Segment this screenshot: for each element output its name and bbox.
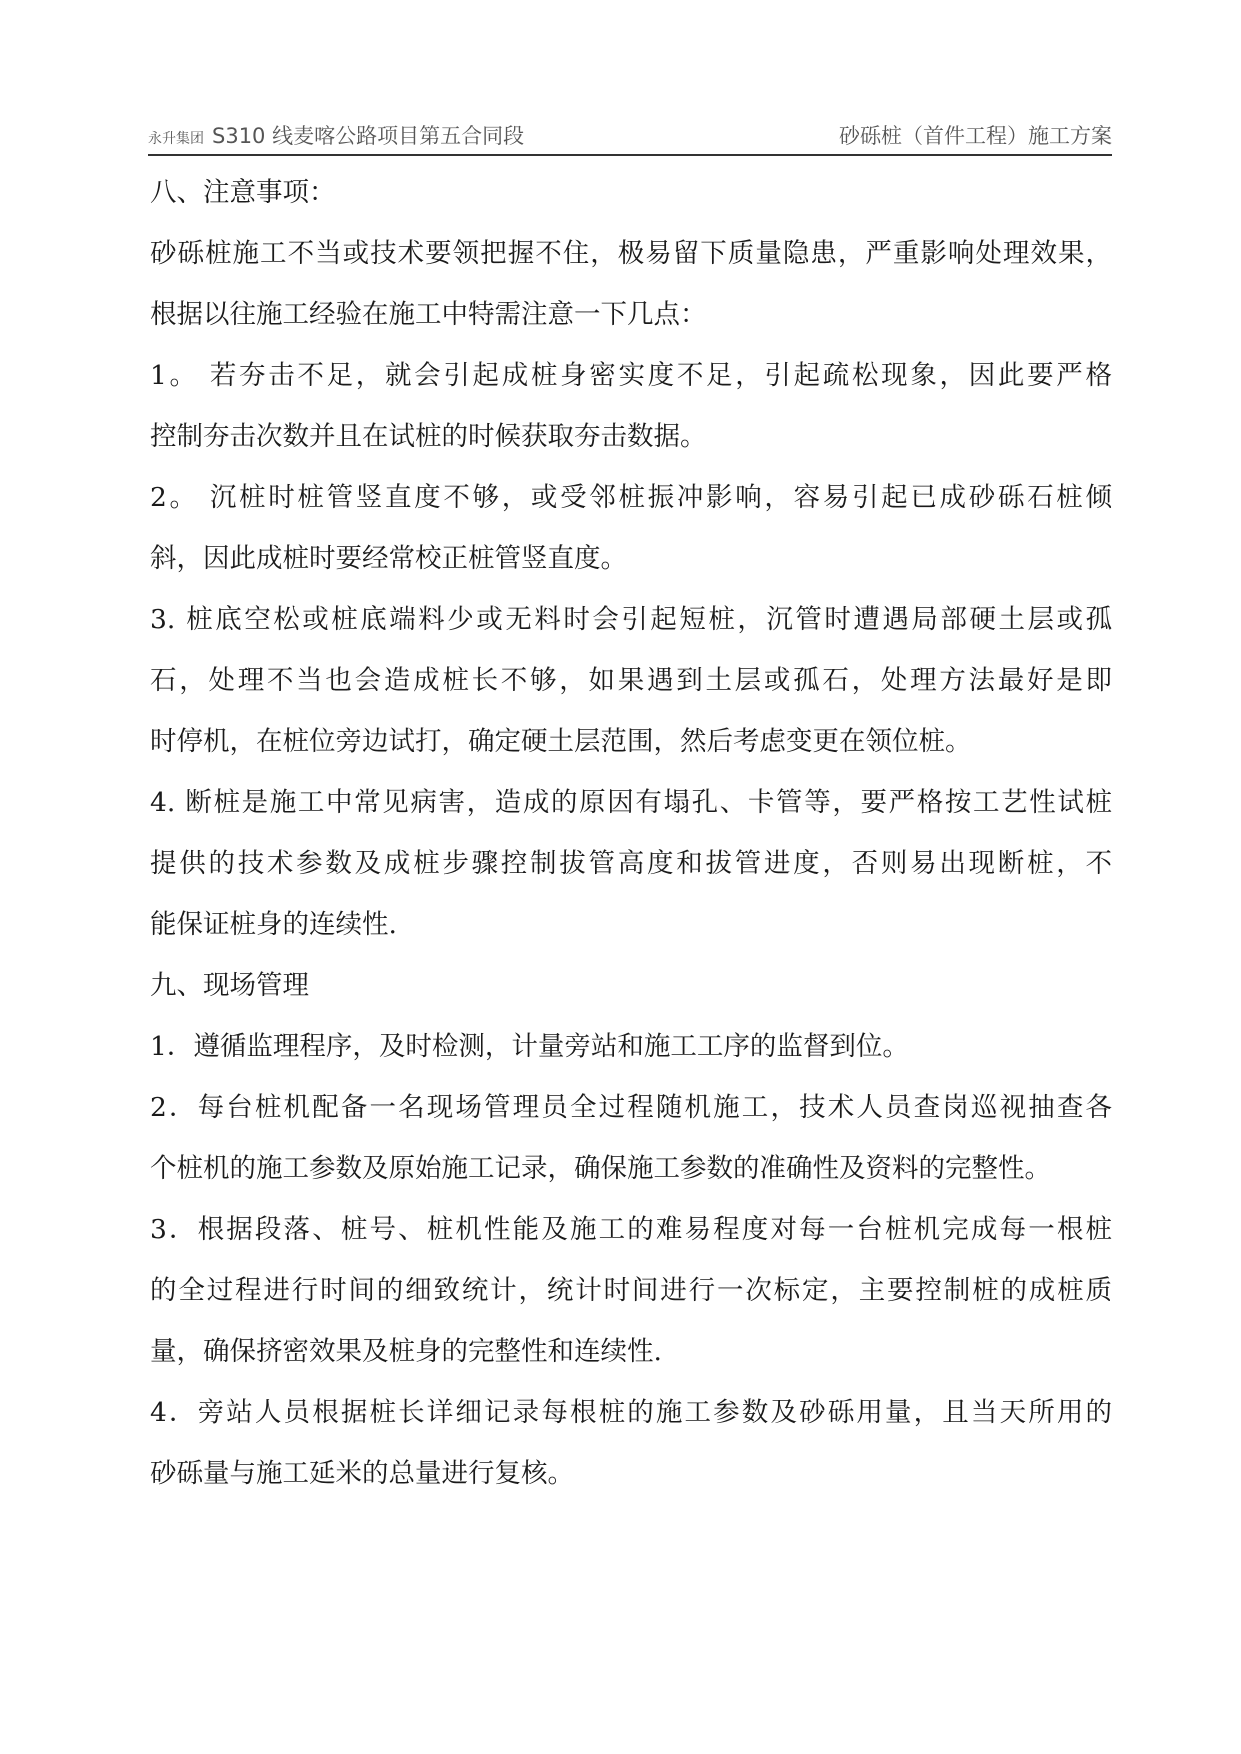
list-item-1: 1．遵循监理程序，及时检测，计量旁站和施工工序的监督到位。 — [150, 1031, 909, 1062]
text-line: 砂砾量与施工延米的总量进行复核。 — [150, 1458, 574, 1489]
text-line: 斜，因此成桩时要经常校正桩管竖直度。 — [150, 543, 627, 574]
document-title: 砂砾桩（首件工程）施工方案 — [839, 124, 1112, 148]
company-name: 永升集团 — [148, 131, 204, 147]
section-heading-notes: 八、注意事项： — [150, 177, 336, 208]
text-line: 石，处理不当也会造成桩长不够，如果遇到土层或孤石，处理方法最好是即 — [150, 665, 1112, 696]
text-line: 砂砾桩施工不当或技术要领把握不住，极易留下质量隐患，严重影响处理效果， — [150, 238, 1112, 269]
text-line: 控制夯击次数并且在试桩的时候获取夯击数据。 — [150, 421, 707, 452]
list-item-3: 3．根据段落、桩号、桩机性能及施工的难易程度对每一台桩机完成每一根桩 — [150, 1214, 1112, 1245]
document-body — [150, 165, 1112, 1507]
section-heading-site-management: 九、现场管理 — [150, 970, 309, 1001]
list-item-4: 4．旁站人员根据桩长详细记录每根桩的施工参数及砂砾用量，且当天所用的 — [150, 1397, 1112, 1428]
list-item-4: 4. 断桩是施工中常见病害，造成的原因有塌孔、卡管等，要严格按工艺性试桩 — [150, 787, 1112, 818]
project-name: S310 线麦喀公路项目第五合同段 — [212, 124, 525, 148]
text-line: 提供的技术参数及成桩步骤控制拔管高度和拔管进度，否则易出现断桩，不 — [150, 848, 1112, 879]
list-item-3: 3. 桩底空松或桩底端料少或无料时会引起短桩，沉管时遭遇局部硬土层或孤 — [150, 604, 1112, 635]
text-line: 时停机，在桩位旁边试打，确定硬土层范围，然后考虑变更在领位桩。 — [150, 726, 972, 757]
text-line: 量，确保挤密效果及桩身的完整性和连续性. — [150, 1336, 662, 1367]
text-line: 的全过程进行时间的细致统计，统计时间进行一次标定，主要控制桩的成桩质 — [150, 1275, 1112, 1306]
header-left — [148, 120, 524, 150]
text-line: 个桩机的施工参数及原始施工记录，确保施工参数的准确性及资料的完整性。 — [150, 1153, 1051, 1184]
list-item-2: 2．每台桩机配备一名现场管理员全过程随机施工，技术人员查岗巡视抽查各 — [150, 1092, 1112, 1123]
list-item-2: 2。 沉桩时桩管竖直度不够，或受邻桩振冲影响，容易引起已成砂砾石桩倾 — [150, 482, 1112, 513]
page-header — [148, 120, 1112, 156]
text-line: 根据以往施工经验在施工中特需注意一下几点： — [150, 299, 707, 330]
text-line: 能保证桩身的连续性. — [150, 909, 397, 940]
list-item-1: 1。 若夯击不足，就会引起成桩身密实度不足，引起疏松现象，因此要严格 — [150, 360, 1112, 391]
